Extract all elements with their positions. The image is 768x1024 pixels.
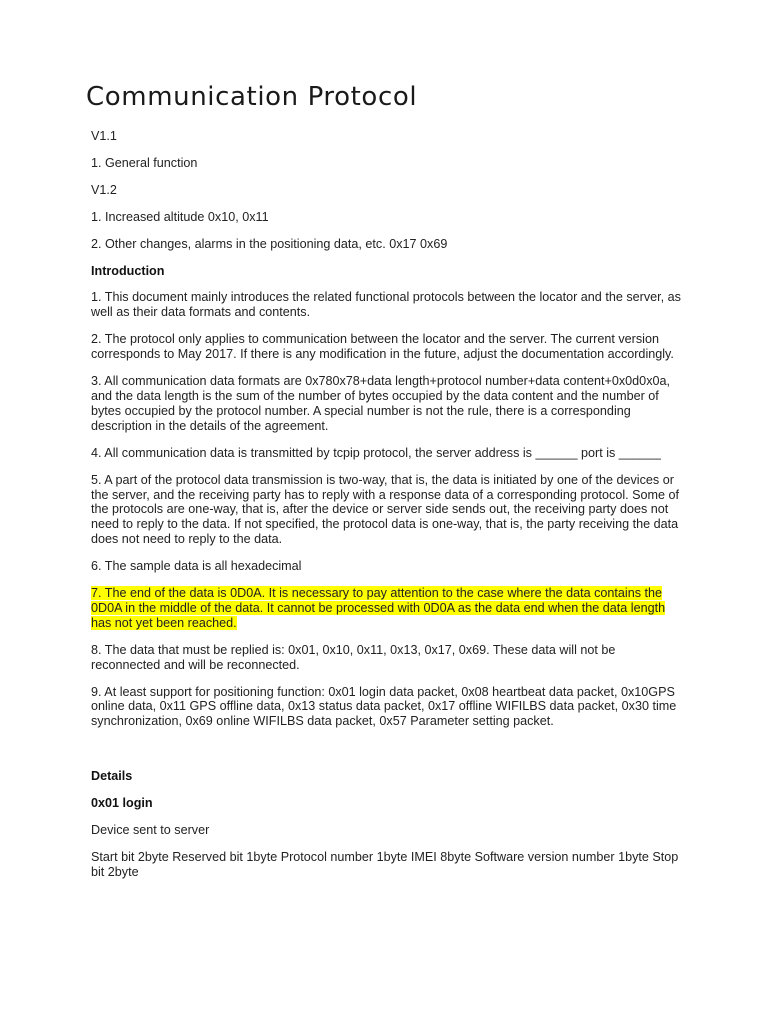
subsection-heading-login: 0x01 login <box>91 796 153 811</box>
section-heading-details: Details <box>91 769 133 784</box>
intro-paragraph: 5. A part of the protocol data transmission is two-way, that is, the data is initiated by one of the devices or the server, and the receiving party has to reply with a response data of a corresponding protocol. Some of the protocols are one-way, that is, after the device or server side sends out, the receiving party does not need to reply to the data. If not specified, the protocol data is one-way, that is, the party receiving the data does not need to reply to the data. <box>91 472 680 547</box>
intro-paragraph: 8. The data that must be replied is: 0x01, 0x10, 0x11, 0x13, 0x17, 0x69. These data will not be reconnected and will be reconnected. <box>91 642 616 672</box>
section-heading-introduction: Introduction <box>91 263 165 278</box>
intro-paragraph: 6. The sample data is all hexadecimal <box>91 559 302 574</box>
version-label-v1-1: V1.1 <box>91 129 117 143</box>
intro-paragraph: 4. All communication data is transmitted by tcpip protocol, the server address is ______ port is ______ <box>91 445 661 460</box>
version-label-v1-2: V1.2 <box>91 182 117 197</box>
intro-paragraph: 9. At least support for positioning function: 0x01 login data packet, 0x08 heartbeat data packet, 0x10GPS online data, 0x11 GPS offline data, 0x13 status data packet, 0x17 offline WIFILBS data packet, 0x30 time synchronization, 0x69 online WIFILBS data packet, 0x57 Parameter setting packet. <box>91 684 677 729</box>
version-note: 1. Increased altitude 0x10, 0x11 <box>91 209 269 224</box>
detail-paragraph: Start bit 2byte Reserved bit 1byte Protocol number 1byte IMEI 8byte Software version number 1byte Stop bit 2byte <box>91 850 679 879</box>
intro-paragraph: 1. This document mainly introduces the related functional protocols between the locator and the server, as well as their data formats and contents. <box>91 290 681 320</box>
version-note: 1. General function <box>91 155 198 170</box>
detail-paragraph: Device sent to server <box>91 823 210 838</box>
document-title: Communication Protocol <box>86 82 418 112</box>
version-note: 2. Other changes, alarms in the positioning data, etc. 0x17 0x69 <box>91 236 448 251</box>
highlighted-paragraph <box>91 586 681 631</box>
document-body <box>91 129 681 880</box>
highlight-mark: 7. The end of the data is 0D0A. It is necessary to pay attention to the case where the data contains the 0D0A in the middle of the data. It cannot be processed with 0D0A as the data end when the data length has not yet been reached. <box>91 586 666 630</box>
intro-paragraph: 3. All communication data formats are 0x780x78+data length+protocol number+data content+0x0d0x0a, and the data length is the sum of the number of bytes occupied by the data content and the number of bytes occupied by the protocol number. A special number is not the rule, there is a corresponding description in the details of the agreement. <box>91 374 670 433</box>
intro-paragraph: 2. The protocol only applies to communication between the locator and the server. The current version corresponds to May 2017. If there is any modification in the future, adjust the documentation accordingly. <box>91 332 674 362</box>
